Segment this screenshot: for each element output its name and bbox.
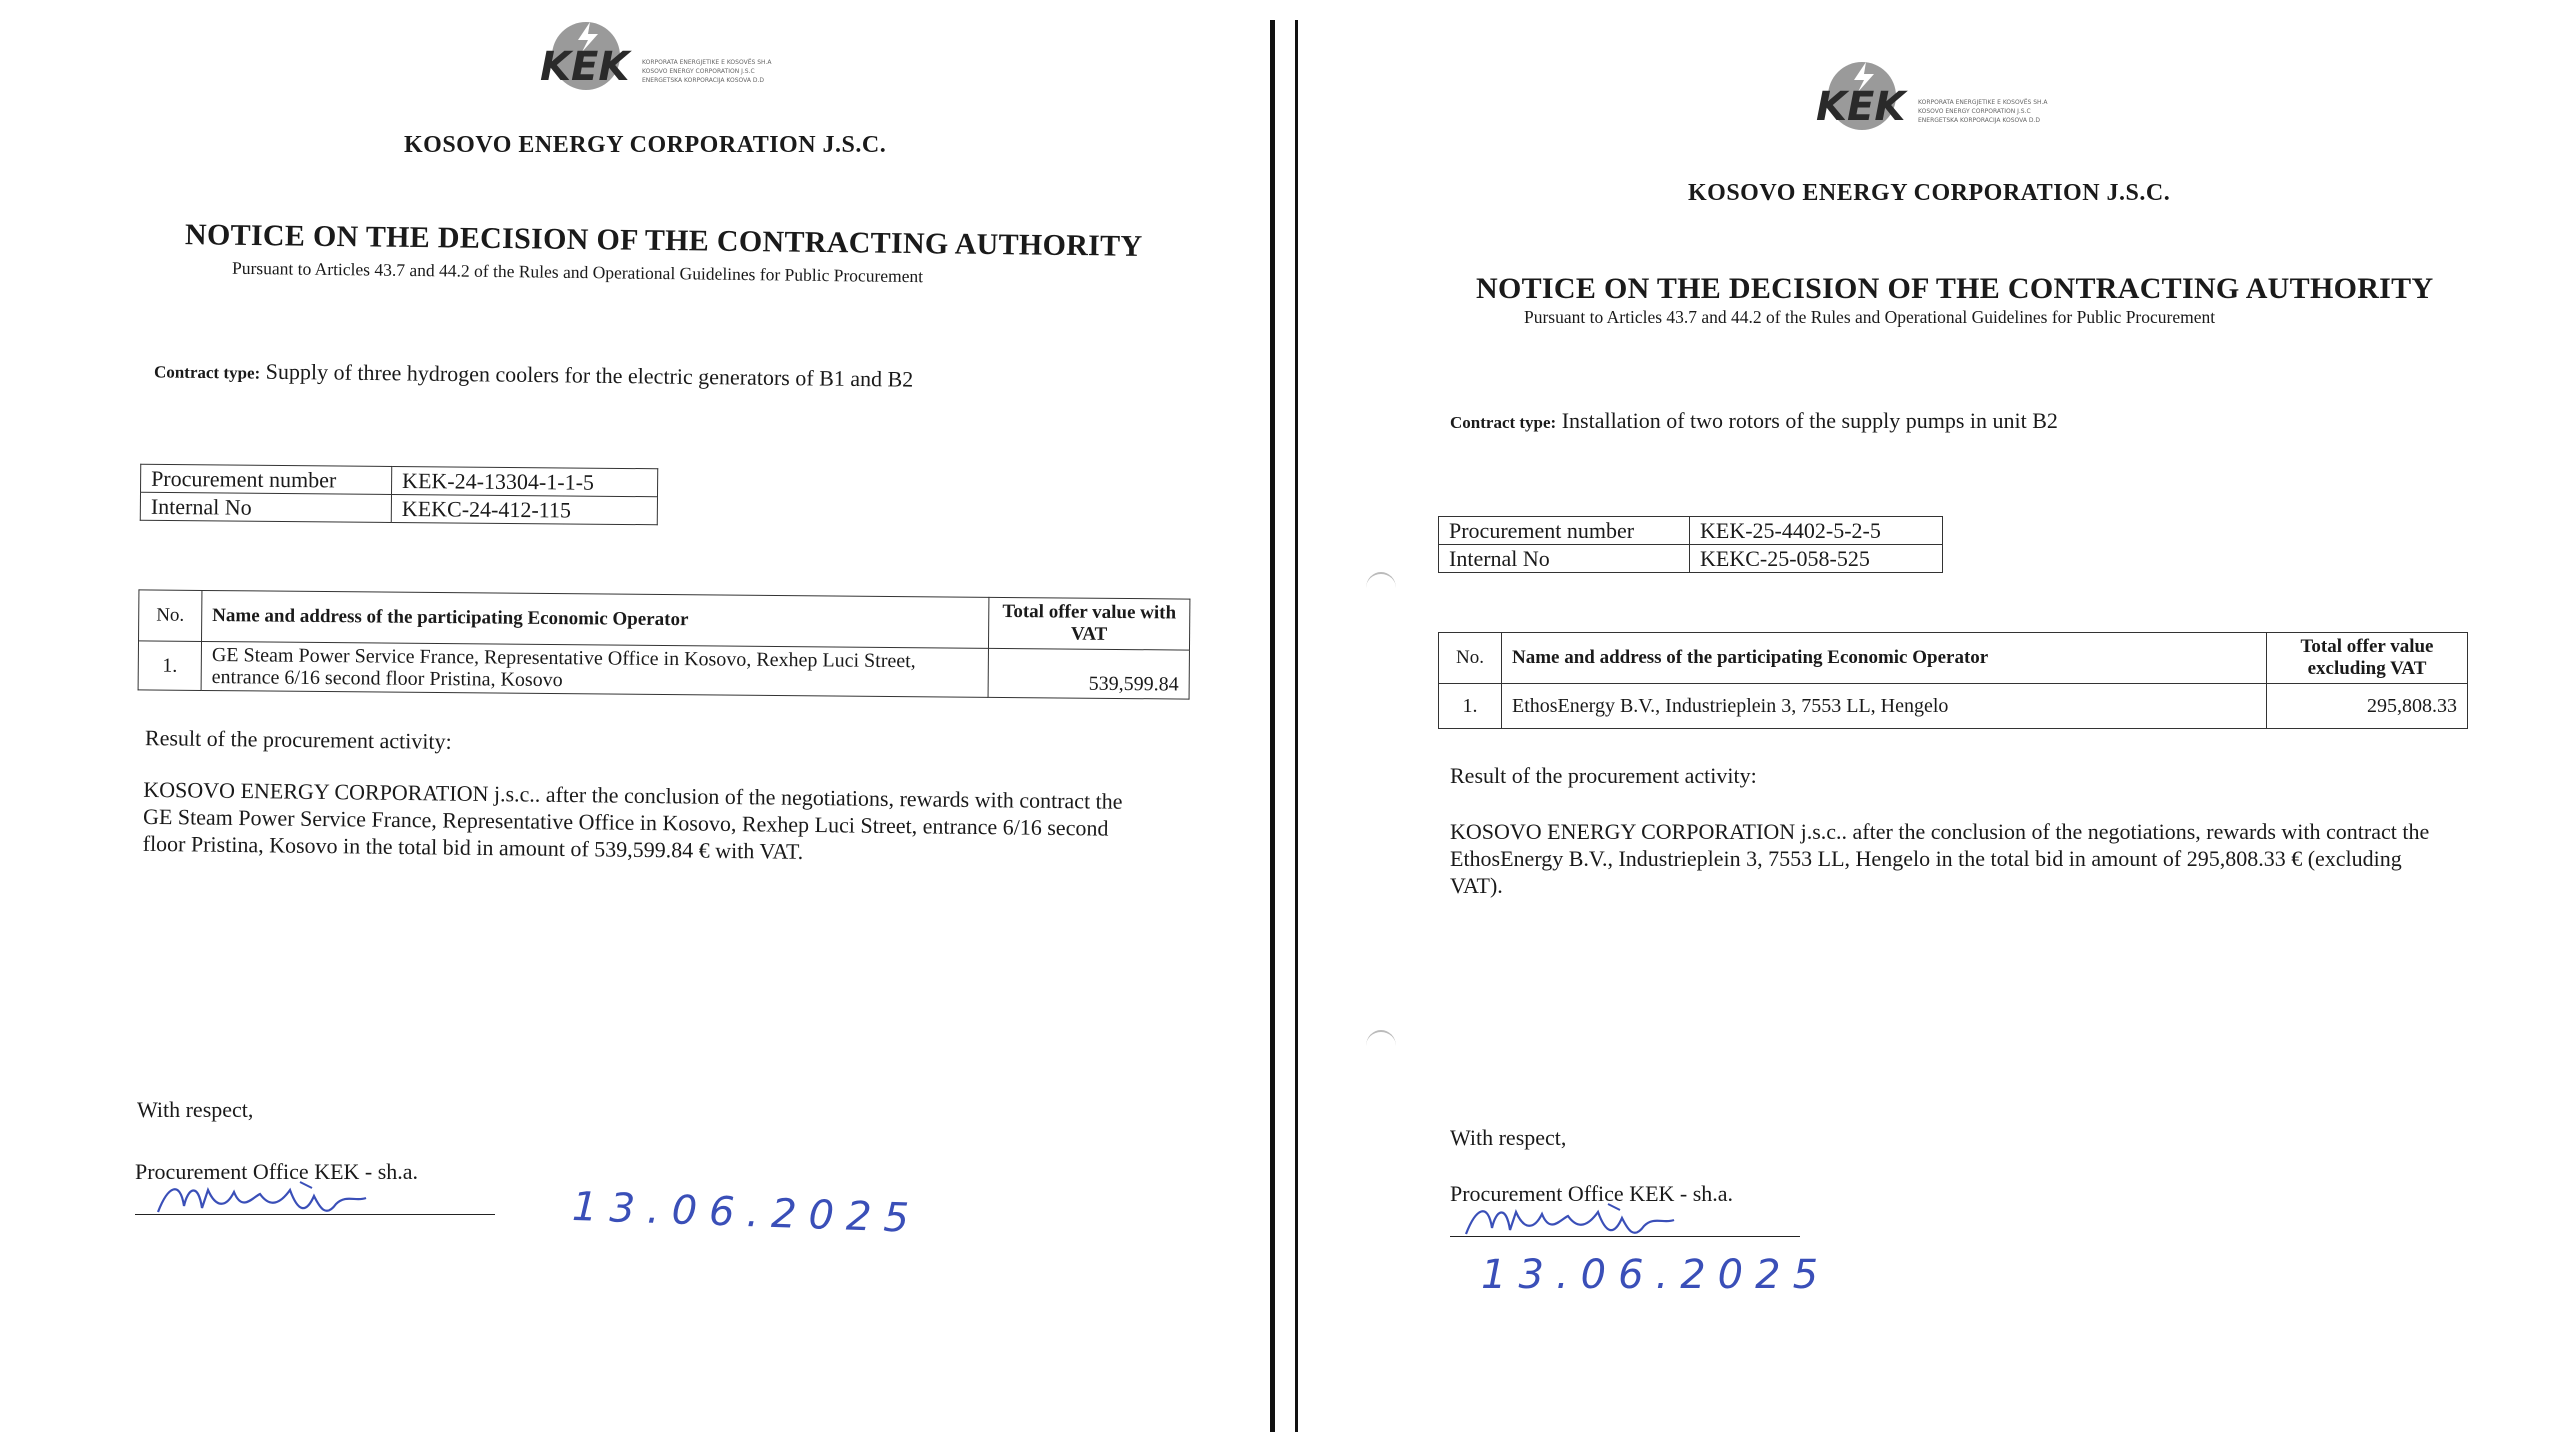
contract-type xyxy=(154,357,914,392)
internal-no-label: Internal No xyxy=(1439,545,1690,573)
col-no-header: No. xyxy=(1439,633,1502,684)
row-value: 539,599.84 xyxy=(988,648,1189,699)
kek-logo xyxy=(1814,58,2074,138)
punch-hole-mark xyxy=(1366,572,1396,604)
logo-subtext-3: ENERGETSKA KORPORACIJA KOSOVA D.D xyxy=(1918,117,2041,124)
procurement-number-label: Procurement number xyxy=(141,464,392,494)
notice-page-left xyxy=(0,0,1268,1440)
contract-type-value: Installation of two rotors of the supply pumps in unit B2 xyxy=(1561,408,2058,433)
internal-no-value: KEKC-24-412-115 xyxy=(391,494,657,524)
logo-subtext-3: ENERGETSKA KORPORACIJA KOSOVA D.D xyxy=(642,77,765,84)
signature-line xyxy=(1450,1236,1800,1237)
kek-logo xyxy=(538,18,798,98)
col-value-header: Total offer value excluding VAT xyxy=(2267,633,2468,684)
procurement-table xyxy=(140,464,658,526)
logo-wordmark: KEK xyxy=(1816,84,1906,130)
closing: With respect, xyxy=(1450,1125,1567,1150)
result-text: KOSOVO ENERGY CORPORATION j.s.c.. after the conclusion of the negotiations, rewards with contract the EthosEnergy B.V., Industrieplein 3, 7553 LL, Hengelo in the total bid in amount of 295,808.33 € (excluding VAT). xyxy=(1450,819,2430,898)
handwritten-date: 13.06.2025 xyxy=(1481,1252,1831,1298)
result-label: Result of the procurement activity: xyxy=(144,725,452,754)
col-value-header: Total offer value with VAT xyxy=(988,597,1189,650)
punch-hole-mark xyxy=(1366,1030,1396,1062)
signature xyxy=(150,1168,420,1233)
contract-type-label: Contract type: xyxy=(1450,413,1557,432)
col-name-header: Name and address of the participating Economic Operator xyxy=(1502,633,2267,684)
contract-type-value: Supply of three hydrogen coolers for the electric generators of B1 and B2 xyxy=(265,358,914,392)
logo-subtext-1: KORPORATA ENERGJETIKE E KOSOVËS SH.A xyxy=(1918,99,2048,106)
internal-no-value: KEKC-25-058-525 xyxy=(1690,545,1943,573)
result-label: Result of the procurement activity: xyxy=(1450,763,1757,788)
logo-wordmark: KEK xyxy=(540,44,630,90)
procurement-number-label: Procurement number xyxy=(1439,517,1690,545)
internal-no-label: Internal No xyxy=(140,492,391,522)
closing: With respect, xyxy=(137,1097,254,1122)
logo-subtext-1: KORPORATA ENERGJETIKE E KOSOVËS SH.A xyxy=(642,59,772,66)
contract-type-label: Contract type: xyxy=(153,362,261,383)
notice-subtitle: Pursuant to Articles 43.7 and 44.2 of the Rules and Operational Guidelines for Public Procurement xyxy=(1524,307,2216,327)
page-divider xyxy=(1270,20,1275,1432)
col-name-header: Name and address of the participating Economic Operator xyxy=(202,590,989,648)
notice-subtitle: Pursuant to Articles 43.7 and 44.2 of the Rules and Operational Guidelines for Public Procurement xyxy=(231,257,924,287)
logo-subtext-2: KOSOVO ENERGY CORPORATION J.S.C xyxy=(642,68,755,75)
row-value: 295,808.33 xyxy=(2267,684,2468,729)
procurement-table xyxy=(1438,516,1943,573)
row-operator: GE Steam Power Service France, Representative Office in Kosovo, Rexhep Luci Street, entrance 6/16 second floor Pristina, Kosovo xyxy=(201,641,988,697)
contract-type xyxy=(1450,408,2058,434)
row-operator: EthosEnergy B.V., Industrieplein 3, 7553 LL, Hengelo xyxy=(1502,684,2267,729)
col-no-header: No. xyxy=(139,590,202,642)
procurement-number-value: KEK-24-13304-1-1-5 xyxy=(392,466,658,496)
signature-line xyxy=(135,1214,495,1215)
company-name: KOSOVO ENERGY CORPORATION J.S.C. xyxy=(404,132,887,158)
row-no: 1. xyxy=(138,641,201,691)
table-row xyxy=(1439,684,2468,729)
notice-title: NOTICE ON THE DECISION OF THE CONTRACTING AUTHORITY xyxy=(184,218,1143,263)
handwritten-date: 13.06.2025 xyxy=(571,1183,922,1243)
logo-subtext-2: KOSOVO ENERGY CORPORATION J.S.C xyxy=(1918,108,2031,115)
procurement-office: Procurement Office KEK - sh.a. xyxy=(135,1159,419,1184)
signature xyxy=(1458,1190,1728,1255)
procurement-office: Procurement Office KEK - sh.a. xyxy=(1450,1181,1734,1206)
row-no: 1. xyxy=(1439,684,1502,729)
notice-title: NOTICE ON THE DECISION OF THE CONTRACTING AUTHORITY xyxy=(1476,272,2434,305)
procurement-number-value: KEK-25-4402-5-2-5 xyxy=(1690,517,1943,545)
notice-page-right xyxy=(1298,0,2560,1440)
company-name: KOSOVO ENERGY CORPORATION J.S.C. xyxy=(1688,180,2171,206)
result-text: KOSOVO ENERGY CORPORATION j.s.c.. after the conclusion of the negotiations, rewards with contract the GE Steam Power Service France, Representative Office in Kosovo, Rexhep Luci Street, entrance 6/16 second floor Pristina, Kosovo in the total bid in amount of 539,599.84 € with VAT. xyxy=(142,776,1123,864)
table-row xyxy=(138,641,1189,699)
operator-table xyxy=(138,589,1191,699)
operator-table xyxy=(1438,632,2468,729)
